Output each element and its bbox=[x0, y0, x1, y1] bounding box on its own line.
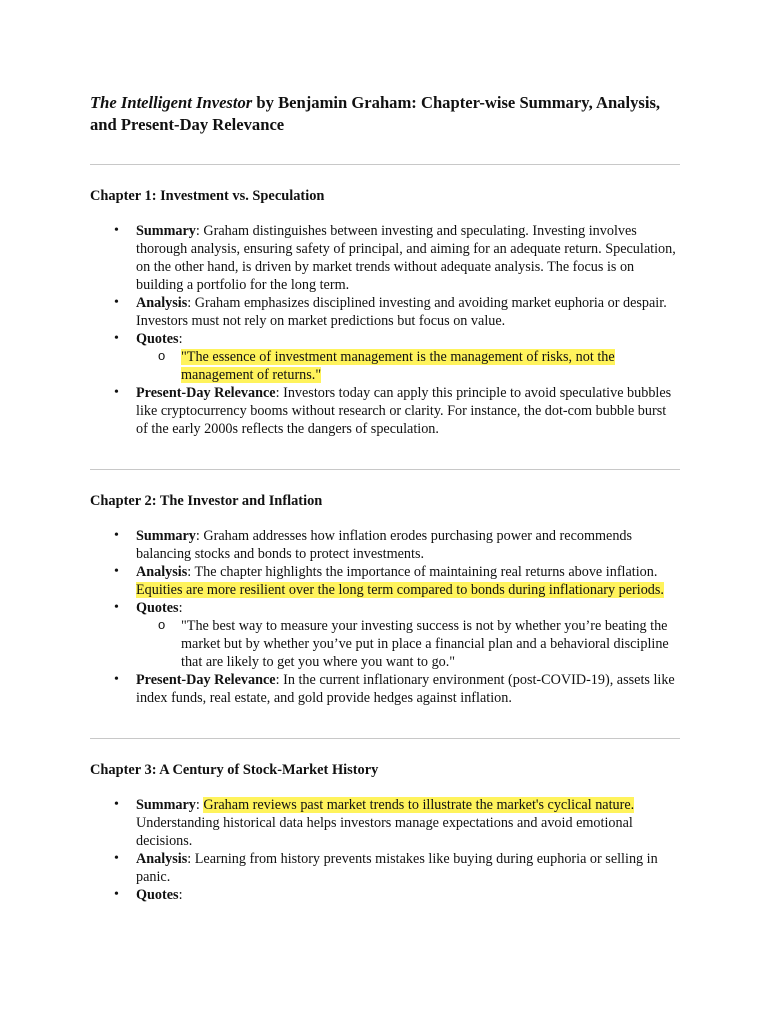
chapter-1-summary bbox=[90, 222, 680, 294]
chapter-3-analysis bbox=[90, 850, 680, 886]
summary-label: Summary bbox=[136, 223, 196, 239]
quotes-colon: : bbox=[178, 331, 183, 347]
chapter-1-quotes bbox=[90, 330, 680, 384]
quotes-colon: : bbox=[178, 887, 183, 903]
chapter-3 bbox=[90, 761, 680, 904]
quotes-label: Quotes bbox=[136, 331, 179, 347]
summary-text: : Graham distinguishes between investing and speculating. Investing involves thorough analysis, ensuring safety of principal, and aiming for an adequate return. Speculation, on the other hand, is driven by market trends without adequate analysis. The focus is on building a portfolio for the long term. bbox=[136, 223, 676, 293]
divider-2 bbox=[90, 469, 680, 470]
relevance-text: : Investors today can apply this principle to avoid speculative bubbles like cryptocurrency booms without research or clarity. For instance, the dot-com bubble burst of the early 2000s reflects the dangers of speculation. bbox=[136, 385, 672, 437]
chapter-1-points bbox=[90, 222, 680, 438]
divider-3 bbox=[90, 738, 680, 739]
chapter-2-quote: o "The best way to measure your investing success is not by whether you’re beating the market but by whether you’ve put in place a financial plan and a behavioral discipline that are likely to get you where you want to go." bbox=[136, 617, 680, 671]
quotes-label: Quotes bbox=[136, 600, 179, 616]
chapter-2-quotes bbox=[90, 599, 680, 671]
chapter-1-heading: Chapter 1: Investment vs. Speculation bbox=[90, 188, 325, 204]
relevance-label: Present-Day Relevance bbox=[136, 672, 276, 688]
chapter-3-quotes bbox=[90, 886, 680, 904]
chapter-1-analysis bbox=[90, 294, 680, 330]
analysis-highlight: Equities are more resilient over the long term compared to bonds during inflationary periods. bbox=[136, 582, 664, 598]
summary-text: Understanding historical data helps investors manage expectations and avoid emotional decisions. bbox=[136, 815, 633, 849]
relevance-label: Present-Day Relevance bbox=[136, 385, 276, 401]
chapter-3-summary bbox=[90, 796, 680, 850]
chapter-1-quote bbox=[136, 348, 680, 384]
chapter-2-summary bbox=[90, 527, 680, 563]
title-line-1: by Benjamin Graham: Chapter-wise Summary, Analysis, bbox=[252, 93, 661, 112]
relevance-text: : In the current inflationary environment (post-COVID-19), assets like index funds, real estate, and gold provide hedges against inflation. bbox=[136, 672, 675, 706]
chapter-2-analysis bbox=[90, 563, 680, 599]
quote-highlight: "The essence of investment management is the management of risks, not the management of returns." bbox=[181, 349, 615, 383]
analysis-label: Analysis bbox=[136, 851, 188, 867]
chapter-1-quote-list bbox=[136, 348, 680, 384]
chapter-2-relevance bbox=[90, 671, 680, 707]
summary-colon: : bbox=[195, 797, 204, 813]
analysis-label: Analysis bbox=[136, 295, 188, 311]
chapter-3-points bbox=[90, 796, 680, 904]
analysis-text: : Learning from history prevents mistakes like buying during euphoria or selling in panic. bbox=[136, 851, 658, 885]
chapter-2 bbox=[90, 492, 680, 707]
analysis-label: Analysis bbox=[136, 564, 188, 580]
chapter-3-heading: Chapter 3: A Century of Stock-Market History bbox=[90, 762, 379, 778]
book-title: The Intelligent Investor bbox=[90, 93, 253, 112]
chapter-1 bbox=[90, 187, 680, 438]
quotes-label: Quotes bbox=[136, 887, 179, 903]
chapter-2-heading: Chapter 2: The Investor and Inflation bbox=[90, 493, 323, 509]
summary-text: : Graham addresses how inflation erodes purchasing power and recommends balancing stocks and bonds to protect investments. bbox=[136, 528, 633, 562]
summary-label: Summary bbox=[136, 528, 196, 544]
quotes-colon: : bbox=[178, 600, 183, 616]
analysis-text: : Graham emphasizes disciplined investing and avoiding market euphoria or despair. Investors must not rely on market predictions but focus on value. bbox=[136, 295, 667, 329]
chapter-2-quote-list bbox=[136, 617, 680, 671]
title-line-2: and Present-Day Relevance bbox=[90, 115, 285, 134]
summary-label: Summary bbox=[136, 797, 196, 813]
document-page bbox=[90, 92, 680, 904]
divider-1 bbox=[90, 164, 680, 165]
chapter-2-points bbox=[90, 527, 680, 707]
analysis-text: : The chapter highlights the importance of maintaining real returns above inflation. bbox=[187, 564, 658, 580]
document-title bbox=[90, 92, 680, 136]
chapter-1-relevance bbox=[90, 384, 680, 438]
summary-highlight: Graham reviews past market trends to illustrate the market's cyclical nature. bbox=[203, 797, 635, 813]
